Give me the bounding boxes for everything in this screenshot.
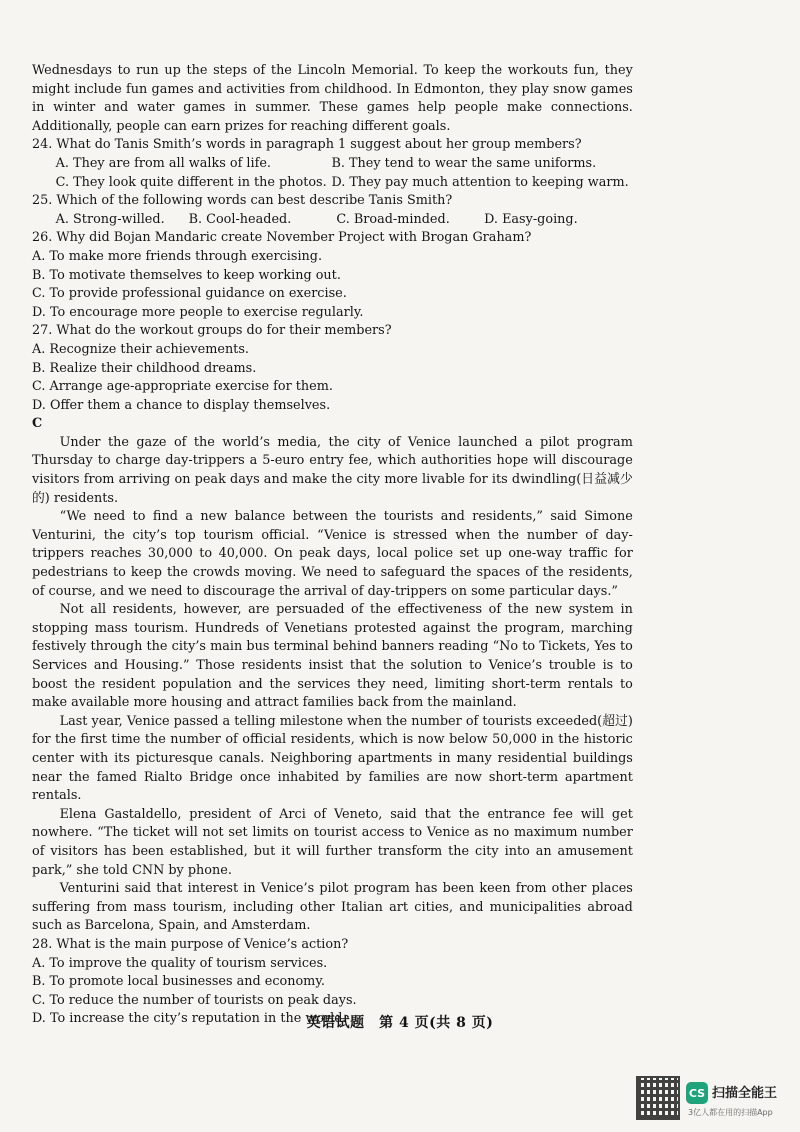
question-24-options-row2: [56, 174, 633, 193]
section-c-paragraph: Last year, Venice passed a telling milestone when the number of tourists exceeded(超过) for the first time the number of official residents, which is now below 50,000 in the historic center with its picturesque canals. Neighboring apartments in many residential buildings near the famed Rialto Bridge once inhabited by families are now short-term apartment rentals.: [32, 713, 633, 804]
q24-option-d: D. They pay much attention to keeping warm.: [331, 174, 629, 190]
q27-option-b: B. Realize their childhood dreams.: [32, 360, 257, 376]
scanner-app-name: 扫描全能王: [712, 1086, 778, 1101]
scanner-tagline: 3亿人都在用的扫描App: [688, 1108, 773, 1117]
question-28-stem: 28. What is the main purpose of Venice’s action?: [32, 936, 349, 952]
q28-option-a: A. To improve the quality of tourism services.: [32, 955, 328, 971]
section-c-heading: C: [32, 416, 43, 432]
question-25-stem: 25. Which of the following words can best describe Tanis Smith?: [32, 193, 453, 209]
scanner-watermark: [636, 1076, 796, 1122]
q25-option-d: D. Easy-going.: [484, 211, 578, 227]
q26-option-a: A. To make more friends through exercising.: [32, 248, 323, 264]
q25-option-c: C. Broad-minded.: [336, 211, 450, 227]
section-c-paragraph: Venturini said that interest in Venice’s pilot program has been keen from other places suffering from mass tourism, including other Italian art cities, and municipalities abroad such as Barcelona, Spain, and Amsterdam.: [32, 881, 633, 934]
q26-option-d: D. To encourage more people to exercise regularly.: [32, 304, 364, 320]
q25-option-b: B. Cool-headed.: [188, 211, 292, 227]
page-text: [32, 62, 633, 1029]
question-24-options-row1: [56, 155, 633, 174]
q28-option-d: D. To increase the city’s reputation in the world.: [32, 1011, 347, 1027]
question-25-options: [56, 211, 633, 230]
question-27-stem: 27. What do the workout groups do for their members?: [32, 323, 392, 339]
passage-b-tail: Wednesdays to run up the steps of the Lincoln Memorial. To keep the workouts fun, they might include fun games and activities from childhood. In Edmonton, they play snow games in winter and water games in summer. These games help people make connections. Additionally, people can earn prizes for reaching different goals.: [32, 63, 633, 134]
q28-option-c: C. To reduce the number of tourists on peak days.: [32, 992, 357, 1008]
q27-option-c: C. Arrange age-appropriate exercise for them.: [32, 379, 333, 395]
qr-code-icon: [636, 1076, 680, 1120]
q24-option-b: B. They tend to wear the same uniforms.: [331, 155, 597, 171]
q28-option-b: B. To promote local businesses and economy.: [32, 974, 325, 990]
q25-option-a: A. Strong-willed.: [55, 211, 165, 227]
section-c-paragraph: “We need to find a new balance between the tourists and residents,” said Simone Venturini, the city’s top tourism official. “Venice is stressed when the number of day-trippers reaches 30,000 to 40,000. On peak days, local police set up one-way traffic for pedestrians to keep the crowds moving. We need to safeguard the spaces of the residents, of course, and we need to discourage the arrival of day-trippers on some particular days.”: [32, 509, 633, 599]
page-footer: 英语试题 第 4 页(共 8 页): [306, 1015, 494, 1031]
section-c-paragraph: Under the gaze of the world’s media, the city of Venice launched a pilot program Thursday to charge day-trippers a 5-euro entry fee, which authorities hope will discourage visitors from arriving on peak days and make the city more livable for its dwindling(日益减少的) residents.: [32, 434, 633, 506]
q27-option-a: A. Recognize their achievements.: [32, 341, 249, 357]
q27-option-d: D. Offer them a chance to display themselves.: [32, 397, 331, 413]
q26-option-b: B. To motivate themselves to keep working out.: [32, 267, 341, 283]
section-c-paragraph: Elena Gastaldello, president of Arci of Veneto, said that the entrance fee will get nowhere. “The ticket will not set limits on tourist access to Venice as no maximum number of visitors has been established, but it will further transform the city into an amusement park,” she told CNN by phone.: [32, 806, 633, 878]
camscanner-logo-icon: CS: [686, 1082, 708, 1104]
question-24-stem: 24. What do Tanis Smith’s words in paragraph 1 suggest about her group members?: [32, 137, 582, 153]
question-26-stem: 26. Why did Bojan Mandaric create November Project with Brogan Graham?: [32, 230, 532, 246]
section-c-paragraph: Not all residents, however, are persuaded of the effectiveness of the new system in stopping mass tourism. Hundreds of Venetians protested against the program, marching festively through the city’s main bus terminal behind banners reading “No to Tickets, Yes to Services and Housing.” Those residents insist that the solution to Venice’s trouble is to boost the resident population and the services they need, limiting short-term rentals to make available more housing and attract families back from the mainland.: [32, 602, 633, 711]
q26-option-c: C. To provide professional guidance on exercise.: [32, 286, 347, 302]
q24-option-a: A. They are from all walks of life.: [55, 155, 271, 171]
q24-option-c: C. They look quite different in the photos.: [55, 174, 327, 190]
